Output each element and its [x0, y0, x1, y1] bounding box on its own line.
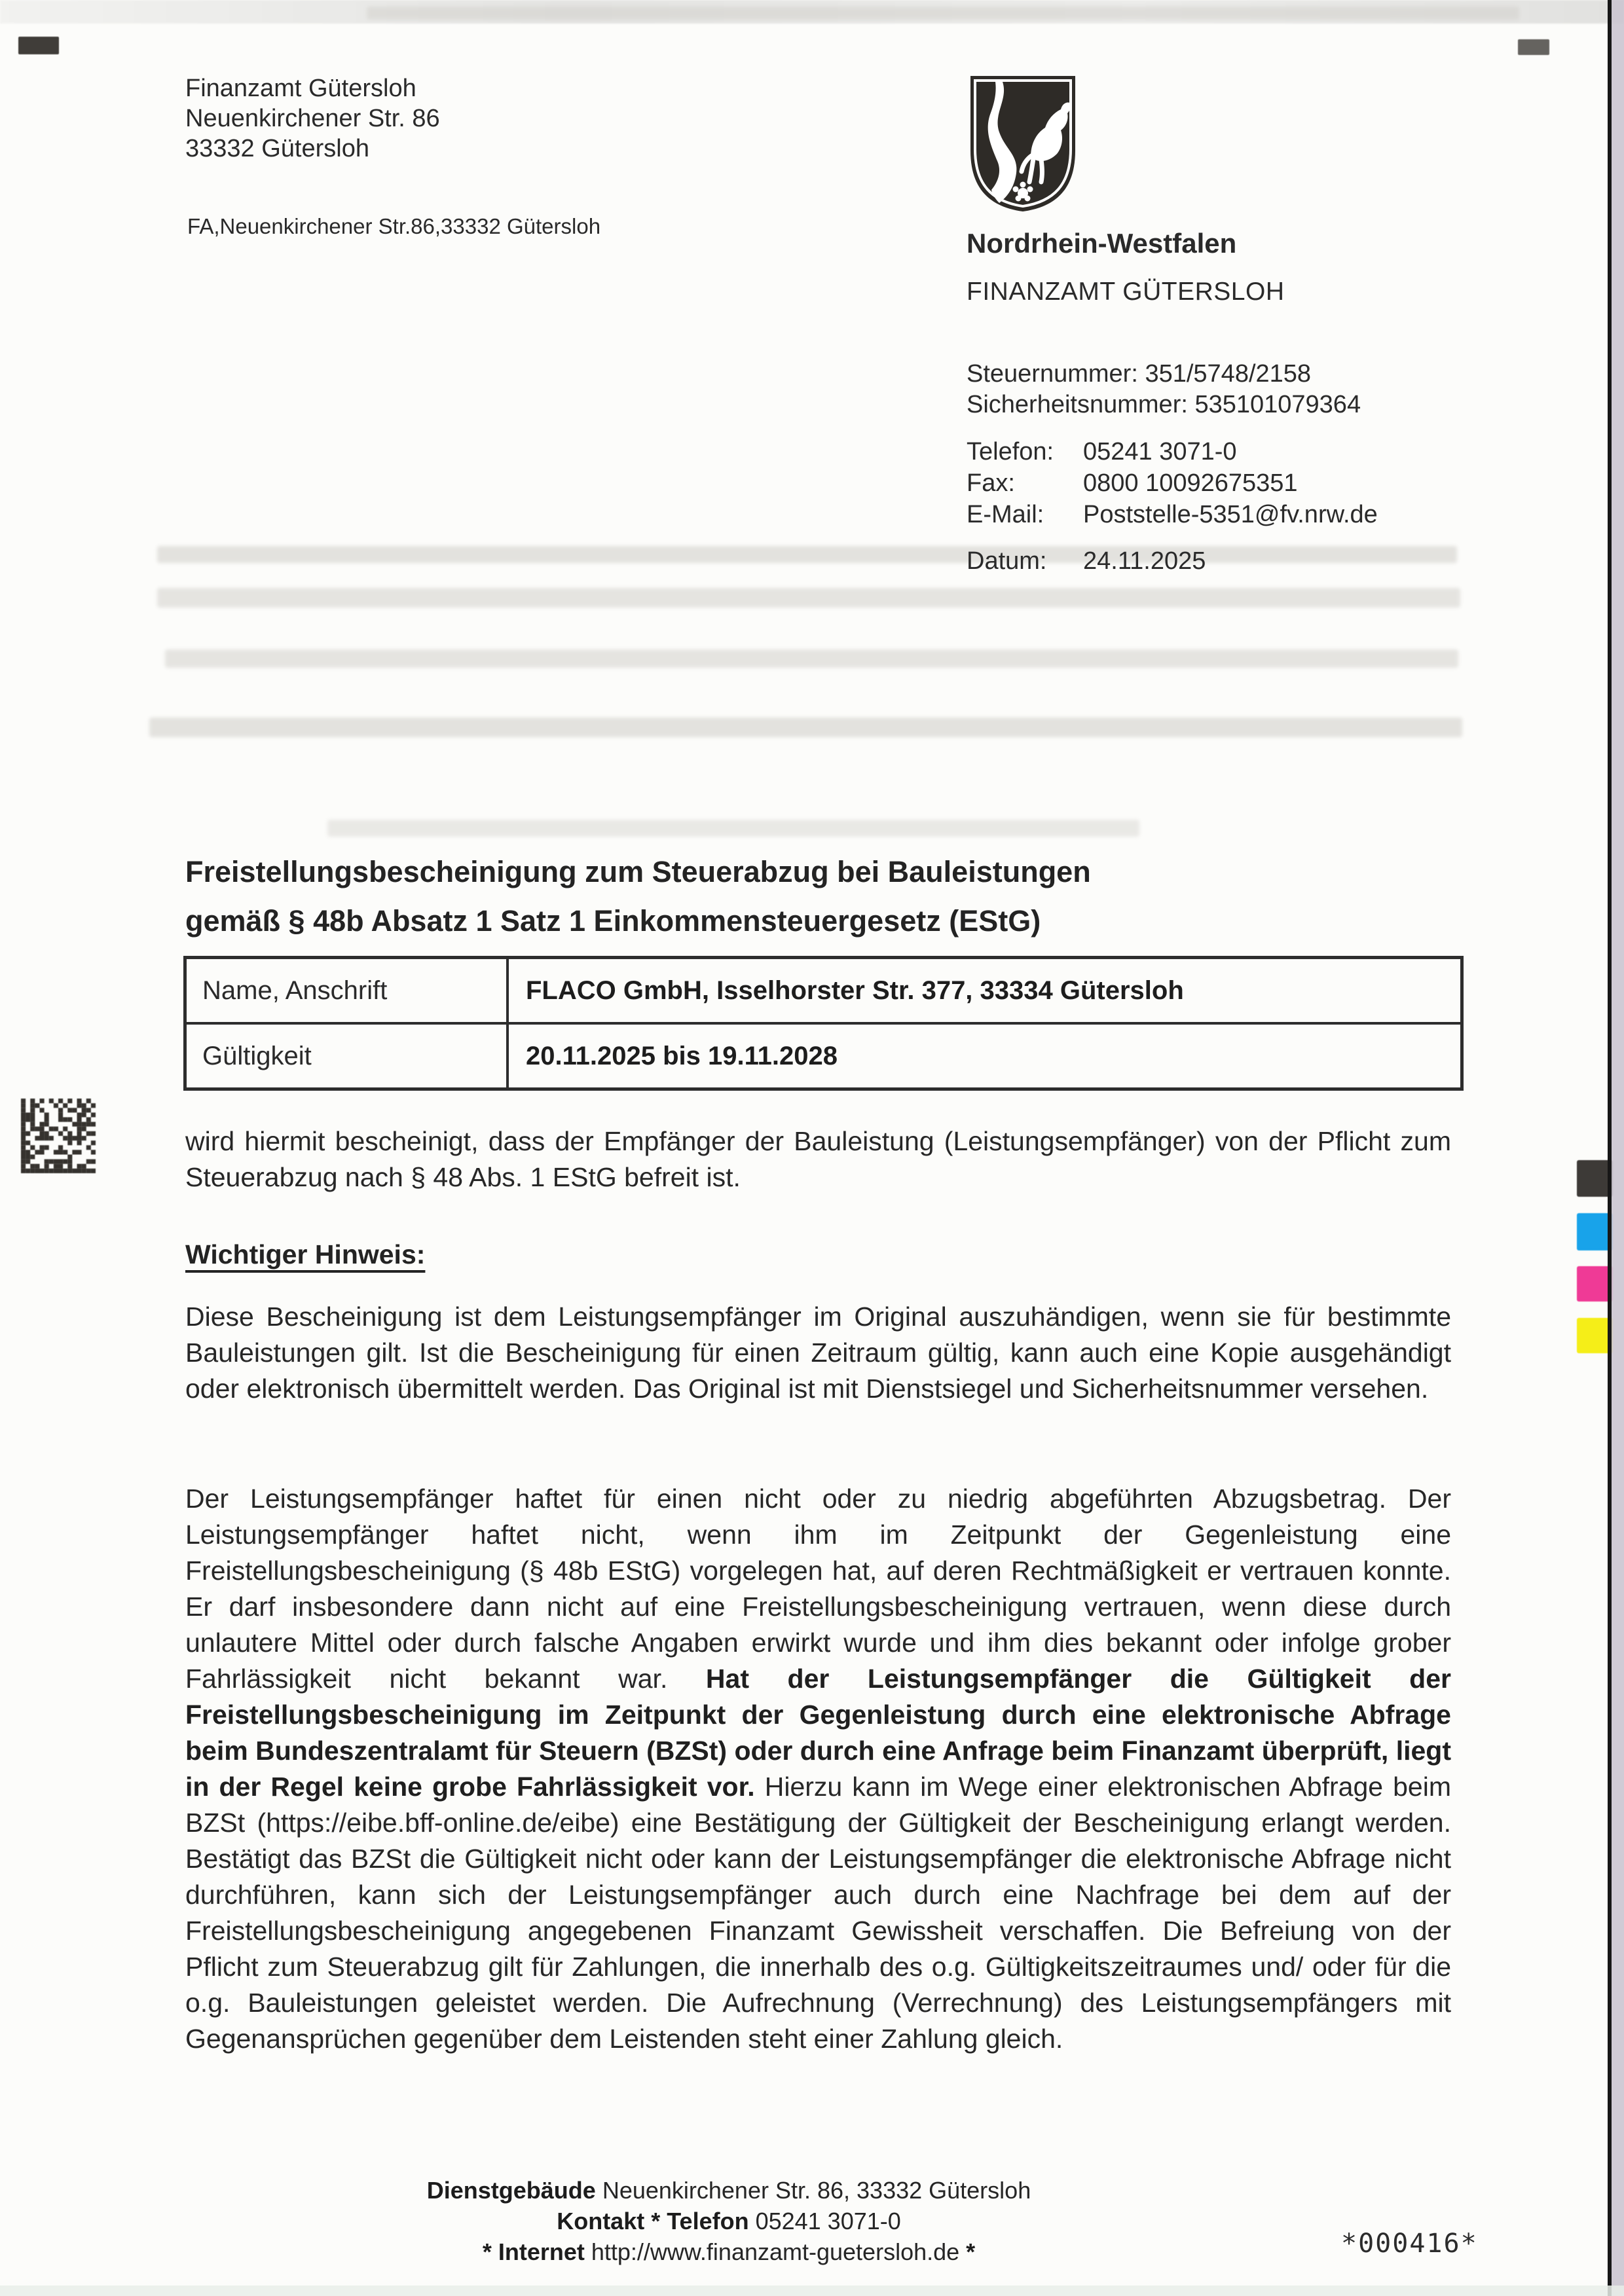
notice-paragraph-2-normal-end: Hierzu kann im Wege einer elektronischen Abfrage beim BZSt (https://eibe.bff-online.de/eibe) eine Bestätigung der Gültigkeit der Bescheinigung erlangt werden. Bestätigt das BZSt die Gültigkeit nicht oder kann der Leistungsempfänger die elektronische Abfrage nicht durchführen, kann sich der Leistungsempfänger auch durch eine Nachfrage bei dem auf der Freistellungsbescheinigung angegebenen Finanzamt Gewissheit verschaffen. Die Befreiung von der Pflicht zum Steuerabzug gilt für Zahlungen, die innerhalb des o.g. Gültigkeitszeitraumes und/ oder für die o.g. Bauleistungen geleistet werden. Die Aufrechnung (Verrechnung) des Leistungsempfängers mit Gegenansprüchen gegenüber dem Leistenden steht einer Zahlung gleich.	[185, 1772, 1451, 2054]
footer-kontakt-value: 05241 3071-0	[748, 2208, 901, 2234]
reference-numbers	[967, 359, 1361, 420]
footer-dienstgebaeude-label: Dienstgebäude	[426, 2177, 596, 2204]
bleed-through-smudge	[327, 820, 1139, 837]
notice-paragraph-1: Diese Bescheinigung ist dem Leistungsempfänger im Original auszuhändigen, wenn sie für bestimmte Bauleistungen gilt. Ist die Bescheinigung für einen Zeitraum gültig, kann auch eine Kopie ausgehändigt oder elektronisch übermittelt werden. Das Original ist mit Dienstsiegel und Sicherheitsnummer versehen.	[185, 1302, 1451, 1404]
contact-row-telefon	[967, 436, 1378, 467]
notice-paragraph-2	[185, 1481, 1451, 2057]
date-label: Datum:	[967, 547, 1047, 575]
bleed-through-smudge	[367, 7, 1519, 20]
footer-kontakt-label: Kontakt * Telefon	[557, 2208, 749, 2234]
fax-value: 0800 10092675351	[1083, 469, 1298, 497]
scan-edge-strip	[1612, 0, 1624, 2296]
sender-street: Neuenkirchener Str. 86	[185, 105, 440, 132]
name-anschrift-value: FLACO GmbH, Isselhorster Str. 377, 33334 Gütersloh	[526, 975, 1184, 1005]
date-value: 24.11.2025	[1083, 547, 1206, 575]
table-row	[187, 959, 1460, 1022]
gueltigkeit-label: Gültigkeit	[187, 1025, 509, 1087]
date-row	[967, 547, 1206, 575]
scan-mark-top-left	[18, 37, 59, 54]
return-address-line: FA,Neuenkirchener Str.86,33332 Gütersloh	[187, 214, 601, 238]
nrw-coat-of-arms-icon	[967, 72, 1079, 219]
steuernummer-value: 351/5748/2158	[1145, 360, 1312, 388]
email-label: E-Mail:	[967, 501, 1044, 528]
contact-row-fax	[967, 467, 1378, 499]
document-title	[185, 847, 1299, 945]
scan-mark-top-right	[1518, 39, 1549, 55]
footer-internet-label: * Internet	[482, 2238, 585, 2265]
footer-line-dienstgebaeude	[185, 2175, 1272, 2206]
sicherheitsnummer-label: Sicherheitsnummer:	[967, 391, 1188, 418]
page-serial-number: *000416*	[1341, 2229, 1478, 2259]
notice-paragraph-2-bold-segment: Hat der Leistungsempfänger die Gültigkeit der Freistellungsbescheinigung im Zeitpunkt der Gegenleistung durch eine elektronische Abfrage beim Bundeszentralamt für Steuern (BZSt) oder durch eine Anfrage beim Finanzamt überprüft, liegt in der Regel keine grobe Fahrlässigkeit vor.	[185, 1664, 1451, 1802]
document-title-line1: Freistellungsbescheinigung zum Steuerabzug bei Bauleistungen	[185, 855, 1091, 888]
gueltigkeit-value: 20.11.2025 bis 19.11.2028	[526, 1041, 838, 1070]
office-name: FINANZAMT GÜTERSLOH	[967, 278, 1285, 306]
bleed-through-smudge	[165, 649, 1458, 668]
contact-row-email	[967, 499, 1378, 530]
document-title-line2: gemäß § 48b Absatz 1 Satz 1 Einkommensteuergesetz (EStG)	[185, 904, 1041, 938]
footer-line-internet	[185, 2236, 1272, 2267]
datamatrix-barcode	[21, 1097, 96, 1175]
sicherheitsnummer-line	[967, 390, 1361, 420]
telefon-label: Telefon:	[967, 438, 1054, 465]
telefon-value: 05241 3071-0	[1083, 438, 1237, 465]
bleed-through-smudge	[149, 718, 1462, 737]
contact-block	[967, 436, 1378, 530]
footer-line-kontakt	[185, 2206, 1272, 2236]
sender-city: 33332 Gütersloh	[185, 135, 369, 162]
footer-block	[185, 2175, 1272, 2267]
table-row	[187, 1022, 1460, 1087]
state-name: Nordrhein-Westfalen	[967, 228, 1237, 259]
footer-internet-url: http://www.finanzamt-guetersloh.de	[584, 2238, 967, 2265]
sender-name: Finanzamt Gütersloh	[185, 75, 416, 102]
steuernummer-label: Steuernummer:	[967, 360, 1138, 388]
scan-bottom-band	[0, 2286, 1624, 2296]
notice-paragraph-2-normal-start: Der Leistungsempfänger haftet für einen nicht oder zu niedrig abgeführten Abzugsbetrag. Der Leistungsempfänger haftet nicht, wenn ihm im Zeitpunkt der Gegenleistung eine Freistellungsbescheinigung (§ 48b EStG) vorgelegen hat, auf deren Rechtmäßigkeit er vertrauen konnte. Er darf insbesondere dann nicht auf eine Freistellungsbescheinigung vertrauen, wenn diese durch unlautere Mittel oder durch falsche Angaben erwirkt wurde und ihm dies bekannt oder infolge grober Fahrlässigkeit nicht bekannt war.	[185, 1484, 1451, 1694]
sender-address-block	[185, 73, 440, 164]
name-anschrift-label: Name, Anschrift	[187, 959, 509, 1022]
details-table	[183, 956, 1464, 1091]
sicherheitsnummer-value: 535101079364	[1194, 391, 1361, 418]
certification-paragraph: wird hiermit bescheinigt, dass der Empfänger der Bauleistung (Leistungsempfänger) von der Pflicht zum Steuerabzug nach § 48 Abs. 1 EStG befreit ist.	[185, 1126, 1451, 1192]
bleed-through-smudge	[157, 546, 1457, 563]
fax-label: Fax:	[967, 469, 1015, 497]
email-value: Poststelle-5351@fv.nrw.de	[1083, 501, 1378, 528]
footer-internet-asterisk: *	[966, 2238, 976, 2265]
bleed-through-smudge	[157, 588, 1460, 608]
important-notice-heading: Wichtiger Hinweis:	[185, 1239, 426, 1269]
footer-dienstgebaeude-value: Neuenkirchener Str. 86, 33332 Gütersloh	[595, 2177, 1031, 2204]
steuernummer-line	[967, 359, 1361, 390]
